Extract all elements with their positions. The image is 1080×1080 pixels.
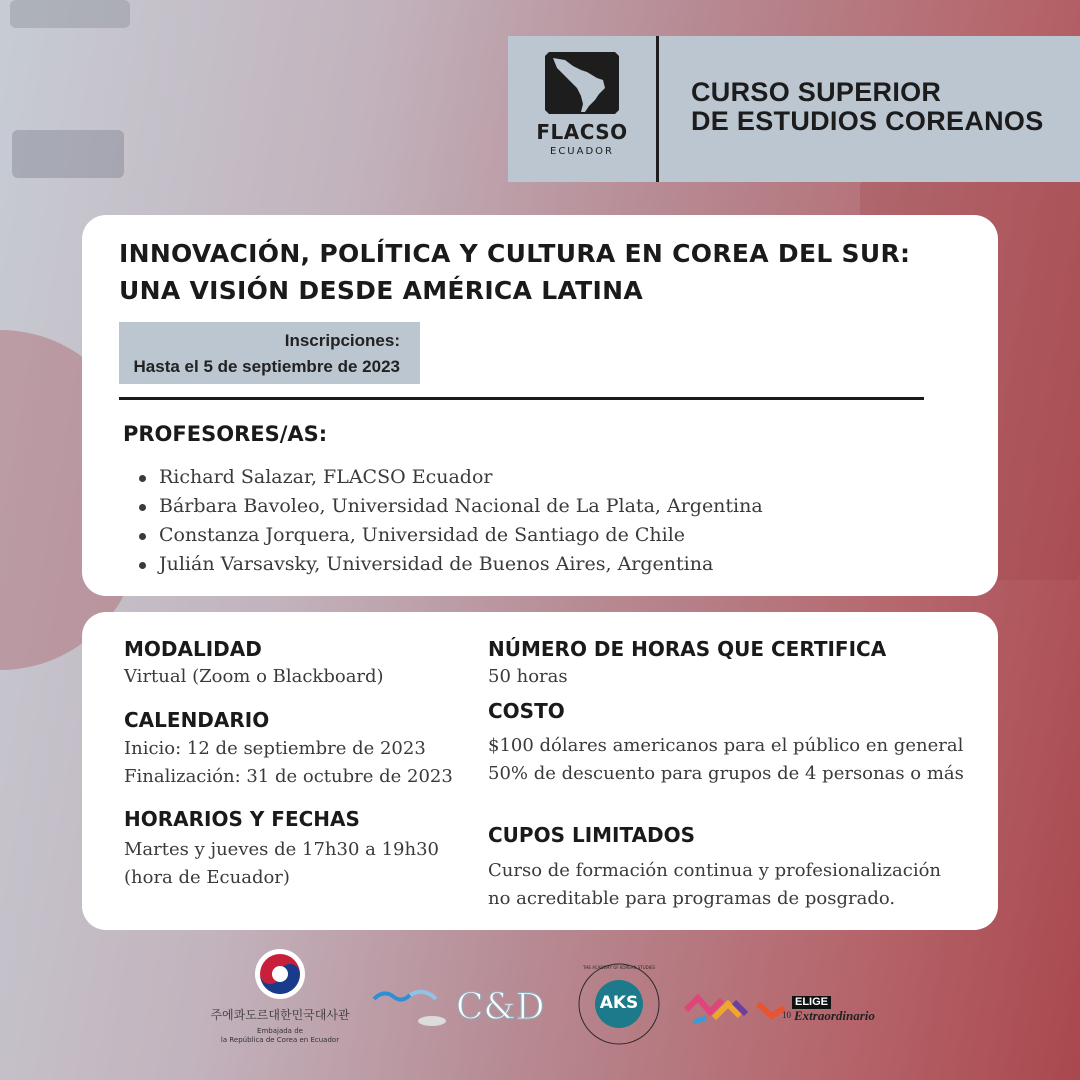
horas-heading: NÚMERO DE HORAS QUE CERTIFICA (488, 637, 887, 661)
modalidad-heading: MODALIDAD (124, 637, 262, 661)
course-title (691, 78, 1044, 136)
course-title-line1: CURSO SUPERIOR (691, 77, 942, 107)
costo-line1: $100 dólares americanos para el público en general (488, 735, 964, 756)
course-title-line2: DE ESTUDIOS COREANOS (691, 106, 1044, 136)
course-details-card (82, 612, 998, 930)
section-divider (119, 397, 924, 400)
costo-heading: COSTO (488, 699, 565, 723)
logo-subtitle: ECUADOR (550, 146, 614, 157)
title-line1: INNOVACIÓN, POLÍTICA Y CULTURA EN COREA DEL SUR: (119, 239, 911, 268)
list-item: Richard Salazar, FLACSO Ecuador (139, 463, 763, 492)
header-divider (656, 36, 659, 182)
cupos-line1: Curso de formación continua y profesionalización (488, 860, 942, 881)
title-line2: UNA VISIÓN DESDE AMÉRICA LATINA (119, 276, 643, 305)
background-shape (10, 0, 130, 28)
cd-logo-text: C&D (456, 987, 545, 1028)
aks-logo-text: AKS (599, 993, 639, 1013)
course-info-card (82, 215, 998, 596)
calendario-start: Inicio: 12 de septiembre de 2023 (124, 738, 426, 759)
list-item: Bárbara Bavoleo, Universidad Nacional de La Plata, Argentina (139, 492, 763, 521)
horarios-line1: Martes y jueves de 17h30 a 19h30 (124, 839, 439, 860)
embassy-logo (190, 948, 370, 1045)
professors-heading: PROFESORES/AS: (123, 422, 328, 446)
modalidad-text: Virtual (Zoom o Blackboard) (124, 666, 384, 687)
cupos-heading: CUPOS LIMITADOS (488, 823, 696, 847)
course-main-title (119, 235, 910, 309)
calendario-end: Finalización: 31 de octubre de 2023 (124, 766, 453, 787)
embassy-korean-name: 주에콰도르대한민국대사관 (210, 1008, 350, 1022)
elige-logo (684, 990, 894, 1030)
list-item: Julián Varsavsky, Universidad de Buenos Aires, Argentina (139, 550, 763, 579)
registration-date: Hasta el 5 de septiembre de 2023 (133, 357, 400, 376)
cd-logo (372, 985, 544, 1035)
elige-label: ELIGE (792, 996, 831, 1009)
costo-line2: 50% de descuento para grupos de 4 personas o más (488, 763, 964, 784)
background-shape (12, 130, 124, 178)
wave-icon (372, 987, 462, 1032)
calendario-heading: CALENDARIO (124, 708, 270, 732)
horarios-heading: HORARIOS Y FECHAS (124, 807, 360, 831)
registration-label: Inscripciones: (284, 331, 400, 350)
professors-list (139, 463, 763, 579)
taegeuk-emblem-icon (254, 948, 306, 1000)
logo-name: FLACSO (536, 120, 628, 144)
horarios-line2: (hora de Ecuador) (124, 867, 290, 888)
flacso-logo (508, 36, 656, 182)
latin-america-map-icon (543, 50, 621, 116)
list-item: Constanza Jorquera, Universidad de Santiago de Chile (139, 521, 763, 550)
aks-ring-text: THE ACADEMY OF KOREAN STUDIES (582, 965, 656, 970)
colorful-ribbon-icon (684, 990, 794, 1030)
header-banner (508, 36, 1080, 182)
embassy-line2: la República de Corea en Ecuador (220, 1036, 340, 1044)
cupos-line2: no acreditable para programas de posgrado. (488, 888, 896, 909)
elige-subtitle: Extraordinario (794, 1008, 875, 1023)
horas-text: 50 horas (488, 666, 568, 687)
elige-number: 10 (782, 1010, 791, 1020)
embassy-line1: Embajada de (257, 1027, 303, 1035)
aks-logo (578, 963, 660, 1045)
registration-box (119, 322, 420, 384)
